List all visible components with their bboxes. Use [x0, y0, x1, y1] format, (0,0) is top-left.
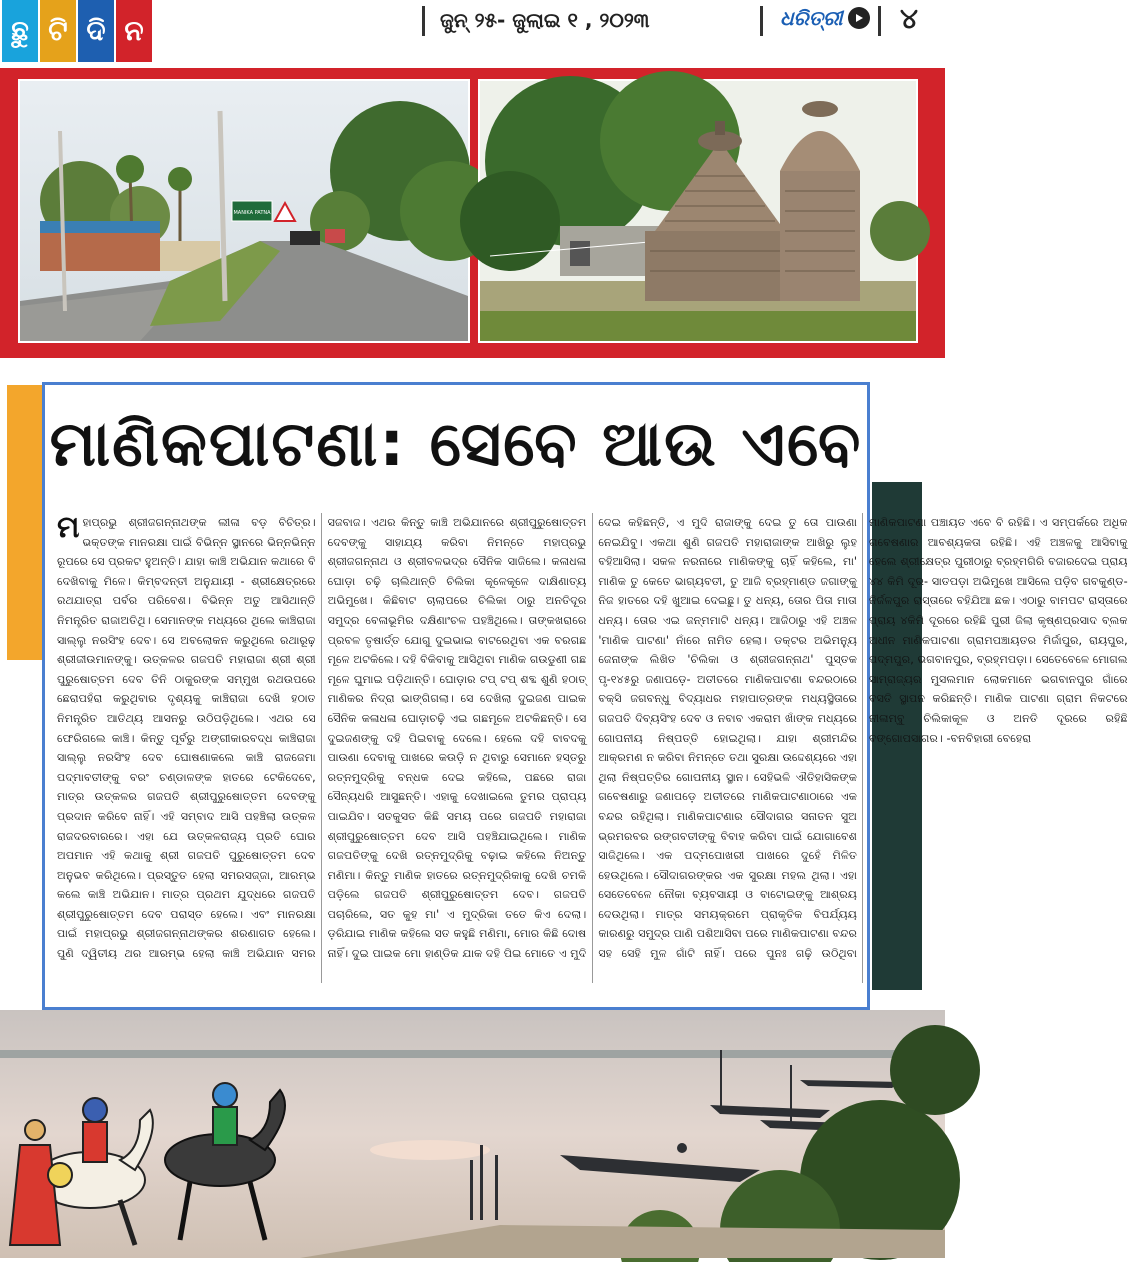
section-logo-tile: ନ — [116, 0, 152, 62]
play-icon — [848, 7, 870, 29]
page-header — [0, 0, 945, 68]
dropcap: ମ — [57, 510, 80, 545]
article-paragraph-text: ହାପ୍ରଭୁ ଶ୍ରୀଜଗନ୍ନାଥଙ୍କ ଲୀଳା ବଡ଼ ବିଚିତ୍ର। ଭକ୍ତଙ୍କ ମାନରକ୍ଷା ପାଇଁ ବିଭିନ୍ନ ସ୍ଥାନରେ ଭିନ୍ନଭିନ୍ନ ରୂପରେ ସେ ପ୍ରକଟ ହୁଅନ୍ତି। ଯାହା କାଞ୍ଚି ଅଭିଯାନ କଥାରେ ବି ଦେଖିବାକୁ ମିଳେ। କିମ୍ବଦନ୍ତୀ ଅନୁଯାୟୀ - ଶ୍ରୀକ୍ଷେତ୍ରରେ ରଥଯାତ୍ରା ପର୍ବର ପରିବେଶ। ବିଭିନ୍ନ ଅତୁ ଆସିଥାନ୍ତି ନିମନ୍ତ୍ରିତ ରାଜାଅତିଥି। ସେମାନଙ୍କ ମଧ୍ୟରେ ଥିଲେ କାଞ୍ଚିରାଜା ସାଲ୍ଲୁ ନରସିଂହ ଦେବ। ସେ ଅବଲୋକନ କରୁଥିଲେ ରଥାରୂଢ଼ ଶ୍ରୀଜୀଉମାନଙ୍କୁ। ଉତ୍କଳର ଗଜପତି ମହାରାଜା ଶ୍ରୀ ଶ୍ରୀ ପୁରୁଷୋତ୍ତମ ଦେବ ତିନି ଠାକୁରଙ୍କ ସମ୍ମୁଖ ରଥଉପରେ ଛେରାପହଁରା କରୁଥିବାର ଦୃଶ୍ୟକୁ କାଞ୍ଚିରାଜା ଦେଖି ହଠାତ ନିମନ୍ତ୍ରିତ ଆତିଥ୍ୟ ଆସନରୁ ଉଠିପଡ଼ିଥିଲେ। ଏଥର ସେ ଫେରିଗଲେ କାଞ୍ଚି। କିନ୍ତୁ ପୂର୍ବରୁ ଅଙ୍ଗୀକାରବଦ୍ଧ କାଞ୍ଚିରାଜା ସାଲ୍ଲୁ ନରସିଂହ ଦେବ ଘୋଷଣାକଲେ କାଞ୍ଚି ରାଜଜେମା ପଦ୍ମାବତୀଙ୍କୁ ବରଂ ଚଣ୍ଡାଳଙ୍କ ହାତରେ ଟେକିଦେବେ, ମାତ୍ର ଉତ୍କଳର ଗଜପତି ଶ୍ରୀପୁରୁଷୋତ୍ତମ ଦେବଙ୍କୁ ପ୍ରଦାନ କରିବେ ନାହିଁ। ଏହି ସମ୍ବାଦ ଆସି ପହଞ୍ଚିଲା ଉତ୍କଳ ରାଜଦରବାରରେ। ଏହା ଯେ ଉତ୍କଳରାଜ୍ୟ ପ୍ରତି ଘୋର ଅପମାନ ଏହି କଥାକୁ ଶ୍ରୀ ଗଜପତି ପୁରୁଷୋତ୍ତମ ଦେବ ଅନୁଭବ କରିଥିଲେ। ପ୍ରସ୍ତୁତ ହେଲା ସମରସଜ୍ଜା, ଆରମ୍ଭ କଲେ କାଞ୍ଚି ଅଭିଯାନ। ମାତ୍ର ପ୍ରଥମ ଯୁଦ୍ଧରେ ଗଜପତି ଶ୍ରୀପୁରୁଷୋତ୍ତମ ଦେବ ପରାସ୍ତ ହେଲେ। ଏବଂ ମାନରକ୍ଷା ପାଇଁ ମହାପ୍ରଭୁ ଶ୍ରୀଜଗନ୍ନାଥଙ୍କର ଶରଣାଗତ ହେଲେ। ପୁଣି ଦ୍ୱିତୀୟ ଥର ଆରମ୍ଭ ହେଲା କାଞ୍ଚି ଅଭିଯାନ ସମର ସଜବାଜ। ଏଥର କିନ୍ତୁ କାଞ୍ଚି ଅଭିଯାନରେ ଶ୍ରୀପୁରୁଷୋତ୍ତମ ଦେବଙ୍କୁ ସାହାଯ୍ୟ କରିବା ନିମନ୍ତେ ମହାପ୍ରଭୁ ଶ୍ରୀଜଗନ୍ନାଥ ଓ ଶ୍ରୀବଳଭଦ୍ର ସୈନିକ ସାଜିଲେ। କଳାଧଳା ଘୋଡ଼ା ଚଢ଼ି ଚାଲିଥାନ୍ତି ଚିଲିକା କୂଳେକୂଳେ ଦାକ୍ଷିଣାତ୍ୟ ଅଭିମୁଖେ। କିଛିବାଟ ଚାଲାପରେ ଚିଲିକା ଠାରୁ ଅନତିଦୂର ସମୁଦ୍ର ବେଳାଭୂମିର ଦକ୍ଷିଣାଂଚଳ ପହଞ୍ଚିଥିଲେ। ତାଙ୍କଖରାରେ ପ୍ରବଳ ତୃଷାର୍ତ୍ତ ଯୋଗୁ ଦୁଇଭାଇ ବାଟରେଥିବା ଏକ ବରଗଛ ମୂଳେ ଅଟକିଲେ। ଦହି ବିକିବାକୁ ଆସିଥିବା ମାଣିକ ଗଉଡୁଣୀ ଗଛ ମୂଳେ ଘୁମାଇ ପଡ଼ିଥାନ୍ତି। ଘୋଡ଼ାର ଟପ୍ ଟପ୍ ଶବ୍ଦ ଶୁଣି ହଠାତ୍ ମାଣିକର ନିଦ୍ରା ଭାଙ୍ଗିଗଲା। ସେ ଦେଖିଲା ଦୁଇଜଣ ପାଇକ ସୈନିକ କଳାଧଳା ଘୋଡ଼ାଚଢ଼ି ଏଇ ଗଛମୂଳେ ଅଟକିଛନ୍ତି। ସେ ଦୁଇଜଣଙ୍କୁ ଦହି ପିଇବାକୁ ଦେଲେ। ହେଲେ ଦହି ବାବଦକୁ ପାଉଣା ଦେବାକୁ ପାଖରେ କଉଡ଼ି ନ ଥିବାରୁ ସେମାନେ ହସ୍ତରୁ ରତ୍ନମୁଦ୍ରିକୁ ବନ୍ଧକ ଦେଇ କହିଲେ, ପଛରେ ରାଜା ସୈନ୍ୟଧରି ଆସୁଛନ୍ତି। ଏହାକୁ ଦେଖାଇଲେ ତୁମର ପ୍ରାପ୍ୟ ପାଇଯିବ। ସତକୁସତ କିଛି ସମୟ ପରେ ଗଜପତି ମହାରାଜା ଶ୍ରୀପୁରୁଷୋତ୍ତମ ଦେବ ଆସି ପହଞ୍ଚିଯାଇଥିଲେ। ମାଣିକ ଗଜପତିଙ୍କୁ ଦେଖି ରତ୍ନମୁଦ୍ରିକୁ ବଢ଼ାଇ କହିଲେ ନିଅନ୍ତୁ ମଣିମା। କିନ୍ତୁ ମାଣିକ ହାତରେ ରତ୍ନମୁଦ୍ରିକାକୁ ଦେଖି ଚମକି ପଡ଼ିଲେ ଗଜପତି ଶ୍ରୀପୁରୁଷୋତ୍ତମ ଦେବ। ଗଜପତି ପଚାରିଲେ, ସତ କୁହ ମା' ଏ ମୁଦ୍ରିକା ତତେ କିଏ ଦେଲା। ଡ଼ରିଯାଇ ମାଣିକ କହିଲେ ସତ କହୁଛି ମଣିମା, ମୋର କିଛି ଦୋଷ ନାହିଁ। ଦୁଇ ପାଇକ ମୋ ହାଣ୍ଡିକ ଯାକ ଦହି ପିଇ ମୋତେ ଏ ମୁଦି ଦେଇ କହିଛନ୍ତି, ଏ ମୁଦି ରାଜାଙ୍କୁ ଦେଇ ତୁ ତୋ ପାଉଣା ନେଇଯିବୁ। ଏକଥା ଶୁଣି ଗଜପତି ମହାରାଜାଙ୍କ ଆଖିରୁ ଲୁହ ବହିଆସିଲା। ସକଳ ନରନାରେ ମାଣିକଙ୍କୁ ଚାହିଁ କହିଲେ, ମା' ମାଣିକ ତୁ କେତେ ଭାଗ୍ୟବତୀ, ତୁ ଆଜି ବ୍ରହ୍ମାଣ୍ଡ ଜଗାଙ୍କୁ ନିଜ ହାତରେ ଦହି ଖୁଆଇ ଦେଇଛୁ। ତୁ ଧନ୍ୟ, ତୋର ପିତା ମାତା ଧନ୍ୟ। ତୋର ଏଇ ଜନ୍ମମାଟି ଧନ୍ୟ। ଆଜିଠାରୁ ଏହି ଅଞ୍ଚଳ 'ମାଣିକ ପାଟଣା' ନାଁରେ ନାମିତ ହେଲା। ଡକ୍ଟର ଅଭିମନ୍ୟୁ ଜେନାଙ୍କ ଲିଖିତ 'ଚିଲିକା ଓ ଶ୍ରୀଜଗନ୍ନାଥ' ପୁସ୍ତକ ପୃ-୧୪୫ରୁ ଜଣାପଡ଼େ- ଅତୀତରେ ମାଣିକପାଟଣା ବନ୍ଦରଠାରେ ବକ୍ସି ଜଗବନ୍ଧୁ ବିଦ୍ୟାଧର ମହାପାତ୍ରଙ୍କ ମଧ୍ୟସ୍ଥିତାରେ ଗଜପତି ଦିବ୍ୟସିଂହ ଦେବ ଓ ନବାବ ଏକରାମ ଖାଁଙ୍କ ମଧ୍ୟରେ ଗୋପନୀୟ ନିଷ୍ପତ୍ତି ହୋଇଥିଲା। ଯାହା ଶ୍ରୀମନ୍ଦିର ଆକ୍ରମଣ ନ କରିବା ନିମନ୍ତେ ତଥା ସୁରକ୍ଷା ଉଦ୍ଦେଶ୍ୟରେ ଏହା ଥିଲା ନିଷ୍ପତ୍ତିର ଗୋପନୀୟ ସ୍ଥାନ। ସେହିଭଳି ଐତିହାସିକଙ୍କ ଗବେଷଣାରୁ ଜଣାପଡ଼େ ଅତୀତରେ ମାଣିକପାଟଣାଠାରେ ଏକ ବନ୍ଦର ରହିଥିଲା। ମାଣିକପାଟଣାର ସୌଦାଗର ସନାତନ ସୁଅ ଭ୍ରମରବର ରଙ୍ଗବତୀଙ୍କୁ ବିବାହ କରିବା ପାଇଁ ଯୋଗାବେଶ ସାଜିଥିଲେ। ଏକ ପଦ୍ମପୋଖରୀ ପାଖରେ ଦୁହେଁ ମିଳିତ ହେଉଥିଲେ। ସୌଦାଗରଙ୍କର ଏକ ସୁରକ୍ଷା ମହଲ ଥିଲା। ଏହା ସେତେବେଳେ ନୌକା ବ୍ୟବସାୟୀ ଓ ବାଟୋଇଙ୍କୁ ଆଶ୍ରୟ ଦେଉଥିଲା। ମାତ୍ର ସମୟକ୍ରମେ ପ୍ରାକୃତିକ ବିପର୍ଯ୍ୟୟ କାରଣରୁ ସମୁଦ୍ର ପାଣି ପଶିଆସିବା ପରେ ମାଣିକପାଟଣା ବନ୍ଦର ସହ ସେହି ମୁଳ ଗାଁଟି ନାହିଁ। ପରେ ପୁନଃ ଗଢ଼ି ଉଠିଥିବା ମାଣିକପାଟଣା ପଞ୍ଚାୟତ ଏବେ ବି ରହିଛି। ଏ ସମ୍ପର୍କରେ ଅଧିକ ଗବେଷଣାର ଆବଶ୍ୟକତା ରହିଛି। ଏହି ଅଞ୍ଚଳକୁ ଆସିବାକୁ ହେଲେ ଶ୍ରୀକ୍ଷେତ୍ର ପୁରୀଠାରୁ ବ୍ରହ୍ମଗିରି ବଜାରଦେଇ ପ୍ରାୟ ୪୪ କିମି ଦୂର- ସାତପଡ଼ା ଅଭିମୁଖେ ଆସିଲେ ପଡ଼ିବ ଗବକୁଣ୍ଡ-ନିର୍ଜଳପୁର ରାସ୍ତାରେ ବହିଯିଆ ଛକ। ଏଠାରୁ ବାମପଟ ରାସ୍ତାରେ ପ୍ରାୟ ୪କିମି ଦୂରରେ ରହିଛି ପୁରୀ ଜିଲା କୃଷ୍ଣପ୍ରସାଦ ବ୍ଲକ ଅଧୀନ ମାଣିକପାଟଣା ଗ୍ରାମପଞ୍ଚାୟତର ମିର୍ଜାପୁର, ରାୟପୁର, ପଦ୍ମପୁର, ଭଗବାନପୁର, ବ୍ରହ୍ମପଡ଼ା। ସେତେବେଳେ ମୋଗଲ ସାମ୍ରାଜ୍ୟର ମୁସଲମାନ ଲୋକମାନେ ଭଗବାନପୁର ଗାଁରେ ବସତି ସ୍ଥାପନ କରିଛନ୍ତି। ମାଣିକ ପାଟଣା ଗ୍ରାମ ନିକଟରେ ନୀଳାମ୍ବୁ ଚିଲିକାକୂଳ ଓ ଅନତି ଦୂରରେ ରହିଛି ବଙ୍ଗୋପସାଗର। -ବନବିହାରୀ ବେହେରା — [57, 516, 1128, 961]
road-sign-text: MANIKA PATNA — [233, 210, 271, 216]
photo-band — [0, 68, 945, 358]
section-logo — [2, 0, 154, 62]
section-logo-tile: ଟି — [40, 0, 76, 62]
lake-boats-and-pattachitra-riders — [0, 1010, 945, 1258]
header-divider — [760, 6, 763, 36]
page-number: ୪ — [900, 2, 918, 35]
section-logo-tile: ଛୁ — [2, 0, 38, 62]
article-headline: ମାଣିକପାଟଣା: ସେବେ ଆଉ ଏବେ — [49, 407, 863, 480]
header-divider — [878, 6, 881, 36]
article-body — [57, 510, 1128, 983]
article-box — [42, 382, 1128, 1010]
brand — [780, 6, 870, 30]
brand-name: ଧରିତ୍ରୀ — [780, 6, 843, 30]
temple-photo — [478, 79, 918, 343]
header-divider — [422, 6, 425, 36]
article-paragraph — [57, 510, 1128, 983]
section-logo-tile: ଦି — [78, 0, 114, 62]
issue-date: ଜୁନ୍ ୨୫- ଜୁଲାଇ ୧ , ୨୦୨୩ — [440, 8, 650, 32]
village-road-photo — [18, 79, 470, 343]
